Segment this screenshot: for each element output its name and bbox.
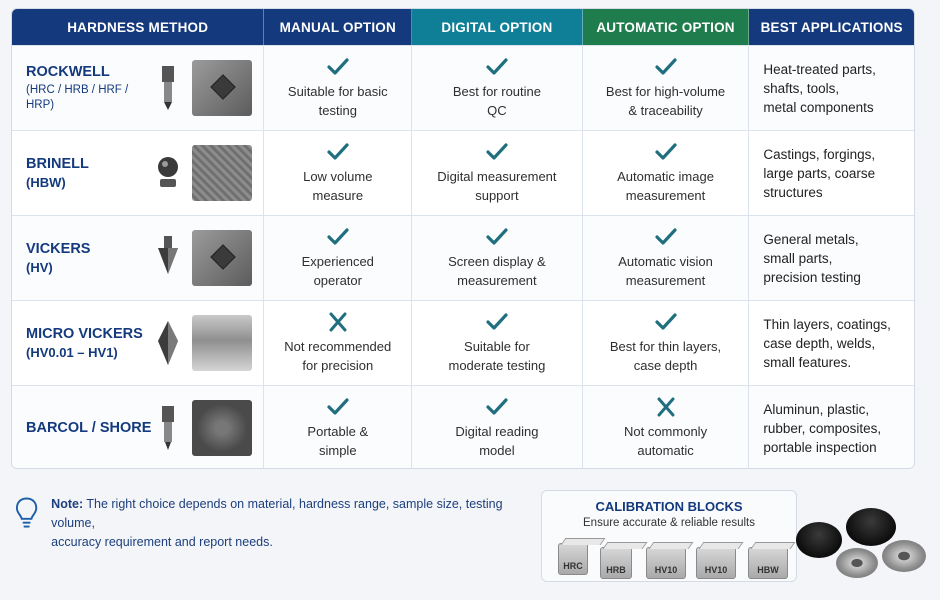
digital-line-2: model	[479, 442, 515, 458]
automatic-line-2: & traceability	[628, 102, 703, 118]
note-box	[14, 495, 534, 552]
calibration-disc-image	[846, 508, 896, 546]
method-cell	[12, 301, 264, 385]
best-line-1: Heat-treated parts,	[763, 61, 876, 77]
micro-vickers-sample-image	[192, 315, 252, 371]
calibration-disc-image	[796, 522, 842, 558]
best-line-1: General metals,	[763, 231, 859, 247]
method-name: MICRO VICKERS	[26, 326, 143, 342]
manual-line-2: measure	[312, 187, 364, 203]
check-icon	[485, 397, 509, 417]
best-applications-cell	[749, 301, 914, 385]
manual-line-2: for precision	[302, 357, 374, 373]
automatic-cell	[583, 301, 750, 385]
table-header	[12, 9, 914, 45]
manual-line-2: simple	[318, 442, 357, 458]
table-row	[12, 300, 914, 385]
best-applications-cell	[749, 216, 914, 300]
manual-cell	[264, 216, 412, 300]
diamond-indenter-icon	[156, 234, 180, 282]
digital-line-1: Digital reading	[455, 423, 539, 439]
table-row	[12, 385, 914, 469]
check-icon	[485, 227, 509, 247]
best-line-1: Aluminun, plastic,	[763, 401, 870, 417]
calibration-block: HV10	[646, 547, 686, 579]
manual-cell	[264, 46, 412, 130]
method-cell	[12, 386, 264, 469]
method-name: VICKERS	[26, 241, 91, 257]
automatic-cell	[583, 46, 750, 130]
manual-cell	[264, 301, 412, 385]
check-icon	[654, 142, 678, 162]
digital-cell	[412, 301, 583, 385]
manual-line-1: Suitable for basic	[287, 83, 388, 99]
check-icon	[654, 57, 678, 77]
check-icon	[326, 227, 350, 247]
header-best-applications: BEST APPLICATIONS	[749, 9, 914, 45]
automatic-line-1: Not commonly	[623, 423, 708, 439]
check-icon	[485, 142, 509, 162]
digital-cell	[412, 46, 583, 130]
best-line-3: precision testing	[763, 269, 861, 285]
rockwell-sample-image	[192, 60, 252, 116]
automatic-cell	[583, 216, 750, 300]
rockwell-indenter-icon	[156, 64, 180, 112]
lightbulb-icon	[14, 495, 39, 531]
calibration-ring-image	[882, 540, 926, 572]
automatic-line-2: measurement	[625, 187, 706, 203]
calibration-subtitle: Ensure accurate & reliable results	[583, 517, 755, 529]
best-line-3: metal components	[763, 99, 874, 115]
vickers-sample-image	[192, 230, 252, 286]
barcol-indenter-icon	[156, 404, 180, 452]
automatic-line-2: measurement	[625, 272, 706, 288]
best-applications-cell	[749, 131, 914, 215]
header-digital: DIGITAL OPTION	[412, 9, 583, 45]
best-line-3: structures	[763, 184, 823, 200]
method-scale: (HRC / HRB / HRF / HRP)	[26, 83, 129, 111]
brinell-sample-image	[192, 145, 252, 201]
method-cell	[12, 46, 264, 130]
best-line-1: Castings, forgings,	[763, 146, 876, 162]
best-line-2: large parts, coarse	[763, 165, 876, 181]
calibration-blocks-panel	[541, 490, 797, 582]
manual-line-2: operator	[313, 272, 362, 288]
digital-line-2: measurement	[457, 272, 537, 288]
method-name: ROCKWELL	[26, 63, 110, 80]
note-label: Note:	[51, 497, 84, 511]
header-method: HARDNESS METHOD	[12, 9, 264, 45]
automatic-line-2: case depth	[633, 357, 698, 373]
calibration-block: HV10	[696, 547, 736, 579]
header-automatic: AUTOMATIC OPTION	[583, 9, 750, 45]
best-applications-cell	[749, 46, 914, 130]
method-cell	[12, 131, 264, 215]
best-line-3: portable inspection	[763, 439, 877, 455]
note-line-2: accuracy requirement and report needs.	[51, 535, 273, 549]
manual-cell	[264, 131, 412, 215]
best-line-2: case depth, welds,	[763, 335, 876, 351]
table-body	[12, 45, 914, 469]
method-name: BRINELL	[26, 156, 89, 172]
digital-line-1: Best for routine	[452, 83, 541, 99]
best-line-3: small features.	[763, 354, 852, 370]
manual-line-2: testing	[318, 102, 357, 118]
check-icon	[326, 57, 350, 77]
micro-diamond-indenter-icon	[156, 319, 180, 367]
header-manual: MANUAL OPTION	[264, 9, 412, 45]
check-icon	[326, 142, 350, 162]
cross-icon	[326, 312, 350, 332]
digital-line-2: support	[475, 187, 519, 203]
manual-cell	[264, 386, 412, 469]
manual-line-1: Experienced	[301, 253, 374, 269]
barcol-sample-image	[192, 400, 252, 456]
ball-indenter-icon	[156, 149, 180, 197]
check-icon	[326, 397, 350, 417]
best-line-1: Thin layers, coatings,	[763, 316, 891, 332]
best-line-2: shafts, tools,	[763, 80, 840, 96]
best-line-2: small parts,	[763, 250, 833, 266]
digital-cell	[412, 131, 583, 215]
note-line-1: The right choice depends on material, hardness range, sample size, testing volume,	[51, 497, 503, 530]
best-applications-cell	[749, 386, 914, 469]
digital-line-1: Suitable for	[464, 338, 530, 354]
automatic-cell	[583, 386, 750, 469]
automatic-cell	[583, 131, 750, 215]
method-scale: (HBW)	[26, 175, 66, 190]
cross-icon	[654, 397, 678, 417]
check-icon	[654, 312, 678, 332]
digital-line-1: Digital measurement	[437, 168, 557, 184]
digital-cell	[412, 216, 583, 300]
digital-line-1: Screen display &	[448, 253, 546, 269]
automatic-line-1: Automatic image	[617, 168, 714, 184]
check-icon	[485, 57, 509, 77]
table-row	[12, 130, 914, 215]
automatic-line-1: Best for thin layers,	[609, 338, 722, 354]
check-icon	[654, 227, 678, 247]
method-cell	[12, 216, 264, 300]
digital-cell	[412, 386, 583, 469]
calibration-block: HRC	[558, 543, 588, 575]
calibration-title: CALIBRATION BLOCKS	[595, 499, 743, 514]
table-row	[12, 215, 914, 300]
manual-line-1: Not recommended	[284, 338, 392, 354]
method-scale: (HV0.01 – HV1)	[26, 345, 118, 360]
check-icon	[485, 312, 509, 332]
calibration-block: HBW	[748, 547, 788, 579]
table-row	[12, 45, 914, 130]
calibration-ring-image	[836, 548, 878, 578]
best-line-2: rubber, composites,	[763, 420, 882, 436]
method-scale: (HV)	[26, 260, 53, 275]
manual-line-1: Low volume	[303, 168, 373, 184]
manual-line-1: Portable &	[307, 423, 369, 439]
automatic-line-1: Automatic vision	[618, 253, 713, 269]
automatic-line-1: Best for high-volume	[605, 83, 726, 99]
digital-line-2: moderate testing	[448, 357, 546, 373]
digital-line-2: QC	[487, 102, 507, 118]
hardness-comparison-table	[11, 8, 915, 469]
method-name: BARCOL / SHORE	[26, 419, 152, 436]
calibration-block: HRB	[600, 547, 632, 579]
automatic-line-2: automatic	[637, 442, 694, 458]
